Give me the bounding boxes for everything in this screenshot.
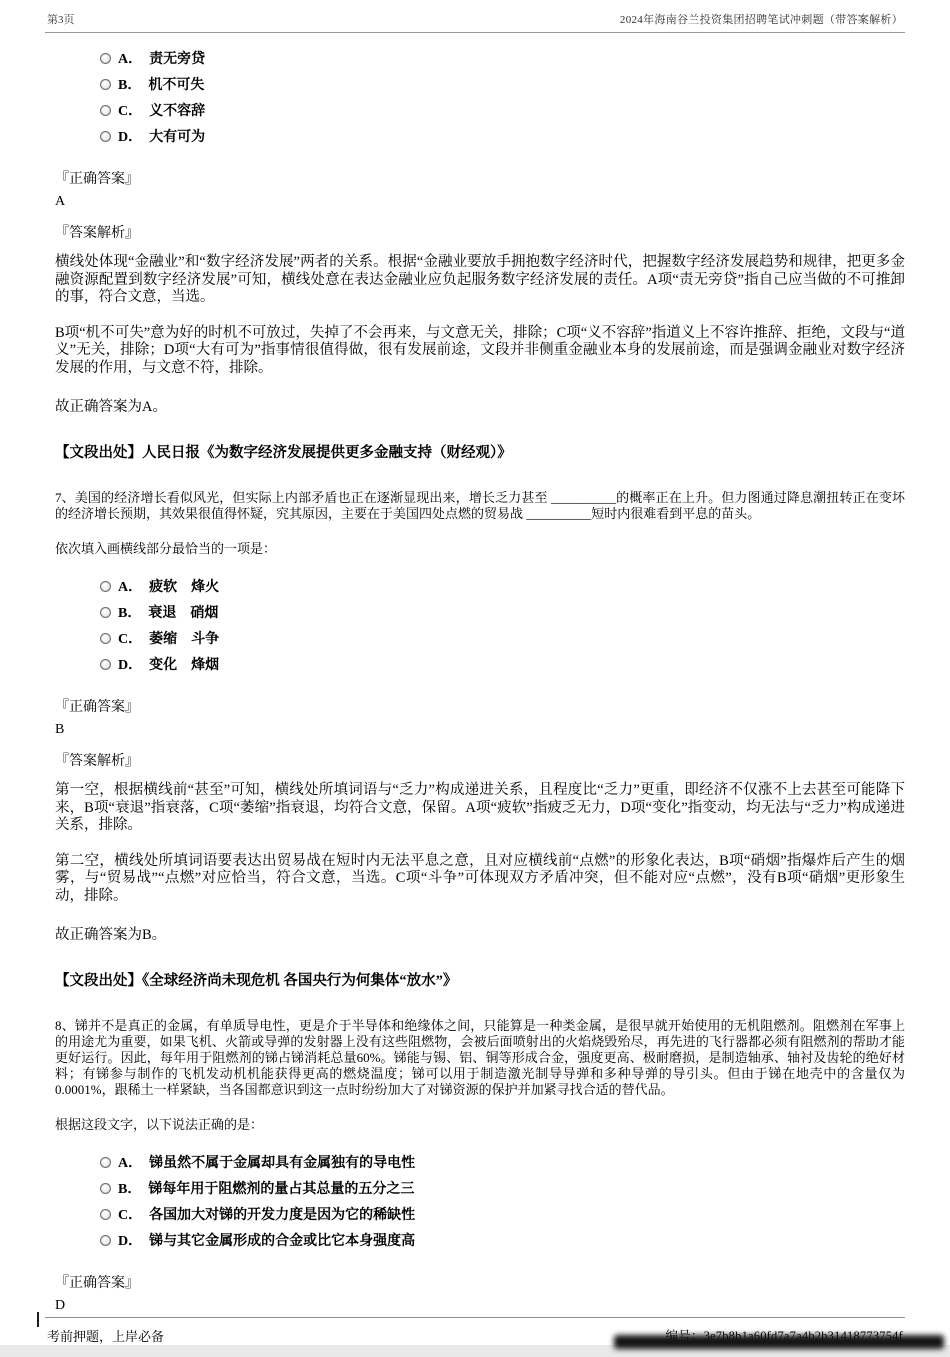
redacted-smudge: [614, 1335, 944, 1349]
option-letter: A．: [118, 1156, 143, 1171]
option-letter: C．: [118, 1208, 143, 1223]
verdict-line: 故正确答案为B。: [55, 927, 167, 943]
option-row[interactable]: [100, 71, 905, 97]
answer-section-label: 『答案解析』: [55, 754, 139, 769]
answer-section-label: 『正确答案』: [55, 1276, 139, 1291]
radio-button-icon[interactable]: [100, 1183, 111, 1194]
answer-letter: B: [55, 722, 65, 737]
option-row[interactable]: [100, 1175, 905, 1201]
option-letter: B．: [118, 606, 142, 621]
answer-letter: D: [55, 1298, 66, 1313]
option-letter: D．: [118, 1234, 143, 1249]
option-row[interactable]: [100, 1201, 905, 1227]
option-letter: A．: [118, 52, 143, 67]
option-row[interactable]: [100, 1149, 905, 1175]
radio-button-icon[interactable]: [100, 1157, 111, 1168]
verdict-line: 故正确答案为A。: [55, 399, 167, 415]
option-row[interactable]: [100, 97, 905, 123]
option-prompt: 根据这段文字，以下说法正确的是：: [55, 1117, 264, 1132]
option-letter: D．: [118, 658, 143, 673]
option-text: 疲软 烽火: [149, 580, 220, 595]
option-text: 锑每年用于阻燃剂的量占其总量的五分之三: [148, 1182, 415, 1197]
radio-button-icon[interactable]: [100, 1209, 111, 1220]
answer-section-label: 『答案解析』: [55, 226, 139, 241]
option-text: 变化 烽烟: [149, 658, 220, 673]
source-line: 【文段出处】《全球经济尚未现危机 各国央行为何集体“放水”》: [55, 973, 458, 989]
option-row[interactable]: [100, 599, 905, 625]
option-letter: B．: [118, 78, 142, 93]
option-text: 锑与其它金属形成的合金或比它本身强度高: [149, 1234, 416, 1249]
option-text: 各国加大对锑的开发力度是因为它的稀缺性: [149, 1208, 416, 1223]
option-letter: A．: [118, 580, 143, 595]
answer-letter: A: [55, 194, 66, 209]
page-edge-mark: [37, 1312, 39, 1327]
radio-button-icon[interactable]: [100, 607, 111, 618]
question6-options: [45, 45, 905, 149]
page-header: [45, 8, 905, 33]
answer-section-label: 『正确答案』: [55, 700, 139, 715]
explanation-paragraph: 第二空，横线处所填词语要表达出贸易战在短时内无法平息之意，且对应横线前“点燃”的形象化表达，B项“硝烟”指爆炸后产生的烟雾，与“贸易战”“点燃”对应恰当，符合文意，当选。C项“斗争”可体现双方矛盾冲突，但不能对应“点燃”，没有B项“硝烟”更形象生动，排除。: [55, 852, 905, 904]
option-text: 义不容辞: [149, 104, 206, 119]
explanation-paragraph: B项“机不可失”意为好的时机不可放过，失掉了不会再来，与文意无关，排除；C项“义不容辞”指道义上不容许推辞、拒绝，文段与“道义”无关，排除；D项“大有可为”指事情很值得做，很有发展前途，文段并非侧重金融业本身的发展前途，而是强调金融业对数字经济发展的作用，与文意不符，排除。: [55, 324, 905, 376]
radio-button-icon[interactable]: [100, 79, 111, 90]
option-text: 萎缩 斗争: [149, 632, 220, 647]
option-letter: D．: [118, 130, 143, 145]
question-stem: 8、锑并不是真正的金属，有单质导电性，更是介于半导体和绝缘体之间，只能算是一种类金属，是很早就开始使用的无机阻燃剂。阻燃剂在军事上的用途尤为重要，如果飞机、火箭或导弹的发射器上没有这些阻燃物，会被后面喷射出的火焰烧毁殆尽，再先进的飞行器都必须有阻燃剂的帮助才能更好运行。因此，每年用于阻燃剂的锑占锑消耗总量60%。锑能与锡、铝、铜等形成合金，强度更高、极耐磨损，是制造轴承、轴衬及齿轮的绝好材料；有锑参与制作的飞机发动机机能获得更高的燃烧温度；锑可以用于制造激光制导导弹和多种导弹的导引头。但由于锑在地壳中的含量仅为0.0001%，跟稀土一样紧缺，当各国都意识到这一点时纷纷加大了对锑资源的保护并加紧寻找合适的替代品。: [55, 1018, 905, 1097]
question8-options: [45, 1149, 905, 1253]
explanation-paragraph: 横线处体现“金融业”和“数字经济发展”两者的关系。根据“金融业要放手拥抱数字经济时代，把握数字经济发展趋势和规律，把更多金融资源配置到数字经济发展”可知，横线处意在表达金融业应负起服务数字经济发展的责任。A项“责无旁贷”指自己应当做的不可推卸的事，符合文意，当选。: [55, 254, 905, 305]
option-letter: C．: [118, 632, 143, 647]
option-row[interactable]: [100, 45, 905, 71]
option-prompt: 依次填入画横线部分最恰当的一项是：: [55, 541, 277, 556]
radio-button-icon[interactable]: [100, 53, 111, 64]
option-text: 锑虽然不属于金属却具有金属独有的导电性: [149, 1156, 416, 1171]
page-number: 第3页: [47, 14, 75, 26]
radio-button-icon[interactable]: [100, 1235, 111, 1246]
document-title: 2024年海南谷兰投资集团招聘笔试冲刺题（带答案解析）: [619, 14, 903, 26]
radio-button-icon[interactable]: [100, 581, 111, 592]
option-text: 机不可失: [148, 78, 205, 93]
option-row[interactable]: [100, 123, 905, 149]
option-text: 责无旁贷: [149, 52, 206, 67]
option-letter: B．: [118, 1182, 142, 1197]
option-letter: C．: [118, 104, 143, 119]
question7-options: [45, 573, 905, 677]
option-text: 大有可为: [149, 130, 206, 145]
document-body: [45, 33, 905, 1317]
option-row[interactable]: [100, 625, 905, 651]
radio-button-icon[interactable]: [100, 659, 111, 670]
radio-button-icon[interactable]: [100, 105, 111, 116]
question-stem: 7、美国的经济增长看似风光，但实际上内部矛盾也正在逐渐显现出来，增长乏力甚至 __________的概率正在上升。但力图通过降息潮扭转正在变坏的经济增长预期，其效果很值得怀疑，究其原因，主要在于美国四处点燃的贸易战 __________短时内很难看到平息的苗头。: [55, 490, 905, 521]
radio-button-icon[interactable]: [100, 131, 111, 142]
option-row[interactable]: [100, 651, 905, 677]
footer-slogan: 考前押题，上岸必备: [47, 1329, 165, 1344]
option-row[interactable]: [100, 1227, 905, 1253]
answer-section-label: 『正确答案』: [55, 172, 139, 187]
option-text: 衰退 硝烟: [148, 606, 219, 621]
explanation-paragraph: 第一空，根据横线前“甚至”可知，横线处所填词语与“乏力”构成递进关系，且程度比“乏力”更重，即经济不仅涨不上去甚至可能降下来，B项“衰退”指衰落，C项“萎缩”指衰退，均符合文意，保留。A项“疲软”指疲乏无力，D项“变化”指变动，均无法与“乏力”构成递进关系，排除。: [55, 782, 905, 833]
option-row[interactable]: [100, 573, 905, 599]
source-line: 【文段出处】人民日报《为数字经济发展提供更多金融支持（财经观）》: [55, 445, 512, 461]
radio-button-icon[interactable]: [100, 633, 111, 644]
